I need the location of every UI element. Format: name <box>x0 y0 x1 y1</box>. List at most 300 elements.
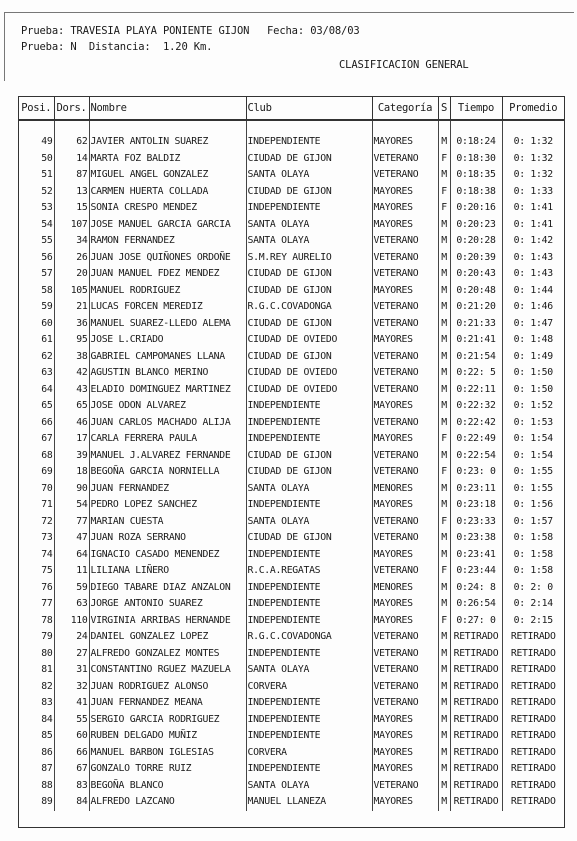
cell-tiempo: 0:18:38 <box>450 184 502 201</box>
cell-tiempo: 0:22:11 <box>450 382 502 399</box>
table-row <box>19 695 564 712</box>
cell-dorsal: 77 <box>54 514 89 531</box>
cell-club: CIUDAD DE GIJON <box>246 448 372 465</box>
cell-promedio: 0: 1:47 <box>513 317 553 329</box>
cell-nombre: JOSE ODON ALVAREZ <box>89 398 246 415</box>
table-row <box>19 563 564 580</box>
cell-nombre: BEGOÑA GARCIA NORNIELLA <box>89 464 246 481</box>
cell-sexo: F <box>438 184 450 201</box>
cell-tiempo: 0:20:16 <box>450 200 502 217</box>
cell-posicion: 76 <box>19 580 54 597</box>
cell-nombre: CARMEN HUERTA COLLADA <box>89 184 246 201</box>
date-value: 03/08/03 <box>310 25 360 37</box>
cell-promedio: 0: 1:57 <box>513 515 553 527</box>
table-row <box>19 448 564 465</box>
cell-sexo: M <box>438 778 450 795</box>
cell-tiempo: RETIRADO <box>450 778 502 795</box>
cell-nombre: JUAN CARLOS MACHADO ALIJA <box>89 415 246 432</box>
cell-club: INDEPENDIENTE <box>246 547 372 564</box>
cell-categoria: VETERANO <box>372 151 438 168</box>
cell-sexo: M <box>438 266 450 283</box>
cell-tiempo: 0:23:33 <box>450 514 502 531</box>
event-line <box>21 25 249 37</box>
cell-club: MANUEL LLANEZA <box>246 794 372 811</box>
results-table-frame <box>18 96 565 828</box>
cell-club: INDEPENDIENTE <box>246 761 372 778</box>
cell-tiempo: RETIRADO <box>450 794 502 811</box>
cell-nombre: CARLA FERRERA PAULA <box>89 431 246 448</box>
cell-sexo: M <box>438 448 450 465</box>
cell-categoria: VETERANO <box>372 382 438 399</box>
cell-sexo: M <box>438 745 450 762</box>
cell-promedio: RETIRADO <box>510 631 556 643</box>
cell-categoria: MENORES <box>372 481 438 498</box>
cell-posicion: 80 <box>19 646 54 663</box>
cell-promedio: RETIRADO <box>510 680 556 692</box>
cell-posicion: 63 <box>19 365 54 382</box>
cell-dorsal: 60 <box>54 728 89 745</box>
cell-categoria: VETERANO <box>372 514 438 531</box>
cell-dorsal: 21 <box>54 299 89 316</box>
cell-nombre: JUAN FERNANDEZ MEANA <box>89 695 246 712</box>
cell-tiempo: 0:26:54 <box>450 596 502 613</box>
cell-categoria: VETERANO <box>372 464 438 481</box>
cell-dorsal: 62 <box>54 134 89 151</box>
cell-categoria: MAYORES <box>372 794 438 811</box>
cell-club: INDEPENDIENTE <box>246 398 372 415</box>
cell-posicion: 50 <box>19 151 54 168</box>
cell-nombre: MIGUEL ANGEL GONZALEZ <box>89 167 246 184</box>
cell-tiempo: 0:22: 5 <box>450 365 502 382</box>
cell-categoria: MAYORES <box>372 184 438 201</box>
cell-promedio: RETIRADO <box>510 664 556 676</box>
cell-categoria: VETERANO <box>372 662 438 679</box>
table-row <box>19 745 564 762</box>
cell-sexo: M <box>438 382 450 399</box>
event-name: TRAVESIA PLAYA PONIENTE GIJON <box>70 25 250 37</box>
cell-dorsal: 15 <box>54 200 89 217</box>
cell-nombre: AGUSTIN BLANCO MERINO <box>89 365 246 382</box>
cell-club: CIUDAD DE GIJON <box>246 464 372 481</box>
cell-nombre: ALFREDO GONZALEZ MONTES <box>89 646 246 663</box>
cell-dorsal: 13 <box>54 184 89 201</box>
cell-promedio: 0: 1:46 <box>513 301 553 313</box>
cell-tiempo: RETIRADO <box>450 646 502 663</box>
cell-categoria: MAYORES <box>372 332 438 349</box>
cell-promedio: 0: 1:58 <box>513 532 553 544</box>
cell-posicion: 49 <box>19 134 54 151</box>
cell-posicion: 84 <box>19 712 54 729</box>
cell-categoria: MAYORES <box>372 761 438 778</box>
cell-tiempo: 0:24: 8 <box>450 580 502 597</box>
cell-categoria: VETERANO <box>372 679 438 696</box>
cell-tiempo: 0:27: 0 <box>450 613 502 630</box>
cell-sexo: M <box>438 530 450 547</box>
cell-tiempo: RETIRADO <box>450 745 502 762</box>
cell-nombre: MARIAN CUESTA <box>89 514 246 531</box>
cell-nombre: MANUEL BARBON IGLESIAS <box>89 745 246 762</box>
cell-tiempo: 0:21:54 <box>450 349 502 366</box>
table-body <box>19 120 564 811</box>
cell-posicion: 89 <box>19 794 54 811</box>
col-header-nombre: Nombre <box>89 97 246 120</box>
cell-categoria: MAYORES <box>372 728 438 745</box>
cell-posicion: 65 <box>19 398 54 415</box>
cell-tiempo: 0:23:38 <box>450 530 502 547</box>
cell-club: SANTA OLAYA <box>246 514 372 531</box>
cell-categoria: MAYORES <box>372 497 438 514</box>
cell-club: SANTA OLAYA <box>246 481 372 498</box>
table-row <box>19 464 564 481</box>
cell-club: INDEPENDIENTE <box>246 613 372 630</box>
cell-nombre: MARTA FOZ BALDIZ <box>89 151 246 168</box>
cell-nombre: LILIANA LIÑERO <box>89 563 246 580</box>
cell-promedio: 0: 1:43 <box>513 251 553 263</box>
table-row <box>19 217 564 234</box>
cell-nombre: JOSE L.CRIADO <box>89 332 246 349</box>
cell-categoria: VETERANO <box>372 266 438 283</box>
col-header-club: Club <box>246 97 372 120</box>
cell-promedio: 0: 2: 0 <box>513 581 553 593</box>
cell-promedio: RETIRADO <box>510 779 556 791</box>
cell-sexo: M <box>438 398 450 415</box>
col-header-sexo: S <box>438 97 450 120</box>
table-row <box>19 613 564 630</box>
table-row <box>19 728 564 745</box>
cell-sexo: F <box>438 514 450 531</box>
cell-posicion: 79 <box>19 629 54 646</box>
cell-dorsal: 20 <box>54 266 89 283</box>
cell-nombre: PEDRO LOPEZ SANCHEZ <box>89 497 246 514</box>
event-type-value: N <box>70 41 77 53</box>
table-row <box>19 283 564 300</box>
cell-categoria: VETERANO <box>372 167 438 184</box>
cell-posicion: 52 <box>19 184 54 201</box>
table-row <box>19 266 564 283</box>
cell-dorsal: 63 <box>54 596 89 613</box>
cell-tiempo: RETIRADO <box>450 629 502 646</box>
cell-categoria: MAYORES <box>372 283 438 300</box>
cell-club: SANTA OLAYA <box>246 778 372 795</box>
cell-club: S.M.REY AURELIO <box>246 250 372 267</box>
cell-sexo: M <box>438 365 450 382</box>
cell-club: SANTA OLAYA <box>246 233 372 250</box>
cell-club: INDEPENDIENTE <box>246 596 372 613</box>
table-row <box>19 794 564 811</box>
table-row <box>19 547 564 564</box>
cell-nombre: JUAN MANUEL FDEZ MENDEZ <box>89 266 246 283</box>
cell-dorsal: 14 <box>54 151 89 168</box>
cell-promedio: 0: 2:15 <box>513 614 553 626</box>
cell-posicion: 58 <box>19 283 54 300</box>
col-header-posicion: Posi. <box>19 97 54 120</box>
table-row <box>19 679 564 696</box>
table-row <box>19 332 564 349</box>
cell-posicion: 86 <box>19 745 54 762</box>
cell-posicion: 62 <box>19 349 54 366</box>
cell-promedio: 0: 1:58 <box>513 548 553 560</box>
cell-dorsal: 41 <box>54 695 89 712</box>
table-row <box>19 778 564 795</box>
cell-promedio: RETIRADO <box>510 796 556 808</box>
col-header-dorsal: Dors. <box>54 97 89 120</box>
cell-nombre: SONIA CRESPO MENDEZ <box>89 200 246 217</box>
cell-tiempo: RETIRADO <box>450 761 502 778</box>
cell-promedio: 0: 1:41 <box>513 218 553 230</box>
cell-promedio: RETIRADO <box>510 647 556 659</box>
cell-nombre: JUAN ROZA SERRANO <box>89 530 246 547</box>
cell-promedio: 0: 1:42 <box>513 235 553 247</box>
cell-club: SANTA OLAYA <box>246 662 372 679</box>
cell-dorsal: 36 <box>54 316 89 333</box>
cell-sexo: M <box>438 646 450 663</box>
table-row <box>19 497 564 514</box>
col-header-categoria: Categoría <box>372 97 438 120</box>
cell-nombre: ELADIO DOMINGUEZ MARTINEZ <box>89 382 246 399</box>
cell-tiempo: 0:20:43 <box>450 266 502 283</box>
cell-dorsal: 31 <box>54 662 89 679</box>
cell-tiempo: 0:22:54 <box>450 448 502 465</box>
table-row <box>19 382 564 399</box>
cell-nombre: JUAN FERNANDEZ <box>89 481 246 498</box>
cell-tiempo: 0:22:42 <box>450 415 502 432</box>
results-table <box>19 97 564 811</box>
cell-dorsal: 17 <box>54 431 89 448</box>
cell-tiempo: RETIRADO <box>450 695 502 712</box>
cell-dorsal: 110 <box>54 613 89 630</box>
cell-nombre: GABRIEL CAMPOMANES LLANA <box>89 349 246 366</box>
cell-nombre: BEGOÑA BLANCO <box>89 778 246 795</box>
cell-posicion: 78 <box>19 613 54 630</box>
cell-sexo: M <box>438 250 450 267</box>
cell-promedio: 0: 1:49 <box>513 350 553 362</box>
cell-categoria: MENORES <box>372 580 438 597</box>
cell-sexo: M <box>438 629 450 646</box>
cell-sexo: M <box>438 662 450 679</box>
event-type-line <box>21 41 212 53</box>
cell-categoria: VETERANO <box>372 299 438 316</box>
table-header-row <box>19 97 564 120</box>
cell-nombre: JUAN RODRIGUEZ ALONSO <box>89 679 246 696</box>
cell-categoria: VETERANO <box>372 629 438 646</box>
cell-sexo: F <box>438 613 450 630</box>
cell-sexo: F <box>438 151 450 168</box>
cell-dorsal: 54 <box>54 497 89 514</box>
cell-nombre: DIEGO TABARE DIAZ ANZALON <box>89 580 246 597</box>
cell-categoria: MAYORES <box>372 431 438 448</box>
table-row <box>19 481 564 498</box>
cell-sexo: M <box>438 728 450 745</box>
cell-dorsal: 46 <box>54 415 89 432</box>
cell-tiempo: RETIRADO <box>450 662 502 679</box>
cell-dorsal: 65 <box>54 398 89 415</box>
cell-tiempo: 0:20:48 <box>450 283 502 300</box>
cell-nombre: JAVIER ANTOLIN SUAREZ <box>89 134 246 151</box>
cell-nombre: MANUEL J.ALVAREZ FERNANDE <box>89 448 246 465</box>
cell-promedio: RETIRADO <box>510 763 556 775</box>
distance-label: Distancia: <box>88 41 151 53</box>
cell-promedio: RETIRADO <box>510 713 556 725</box>
cell-posicion: 69 <box>19 464 54 481</box>
cell-sexo: M <box>438 217 450 234</box>
cell-posicion: 77 <box>19 596 54 613</box>
cell-dorsal: 64 <box>54 547 89 564</box>
cell-posicion: 55 <box>19 233 54 250</box>
cell-nombre: ALFREDO LAZCANO <box>89 794 246 811</box>
event-label: Prueba: <box>21 25 65 37</box>
cell-categoria: MAYORES <box>372 134 438 151</box>
cell-club: CIUDAD DE OVIEDO <box>246 332 372 349</box>
cell-tiempo: RETIRADO <box>450 679 502 696</box>
cell-dorsal: 24 <box>54 629 89 646</box>
cell-promedio: 0: 1:58 <box>513 565 553 577</box>
cell-categoria: MAYORES <box>372 712 438 729</box>
cell-sexo: F <box>438 563 450 580</box>
cell-dorsal: 43 <box>54 382 89 399</box>
table-row <box>19 167 564 184</box>
cell-sexo: M <box>438 233 450 250</box>
cell-promedio: 0: 1:44 <box>513 284 553 296</box>
cell-tiempo: 0:23:41 <box>450 547 502 564</box>
cell-posicion: 68 <box>19 448 54 465</box>
cell-promedio: 0: 1:52 <box>513 400 553 412</box>
table-row <box>19 349 564 366</box>
cell-posicion: 81 <box>19 662 54 679</box>
cell-sexo: M <box>438 712 450 729</box>
cell-promedio: 0: 1:48 <box>513 334 553 346</box>
cell-nombre: IGNACIO CASADO MENENDEZ <box>89 547 246 564</box>
cell-nombre: VIRGINIA ARRIBAS HERNANDE <box>89 613 246 630</box>
cell-promedio: 0: 1:32 <box>513 136 553 148</box>
cell-posicion: 88 <box>19 778 54 795</box>
cell-promedio: 0: 1:54 <box>513 433 553 445</box>
cell-promedio: 0: 1:53 <box>513 416 553 428</box>
cell-categoria: VETERANO <box>372 250 438 267</box>
cell-posicion: 66 <box>19 415 54 432</box>
table-row <box>19 415 564 432</box>
cell-posicion: 71 <box>19 497 54 514</box>
cell-club: CIUDAD DE GIJON <box>246 283 372 300</box>
cell-dorsal: 95 <box>54 332 89 349</box>
cell-promedio: 0: 1:41 <box>513 202 553 214</box>
cell-tiempo: 0:23: 0 <box>450 464 502 481</box>
cell-posicion: 53 <box>19 200 54 217</box>
cell-tiempo: 0:18:30 <box>450 151 502 168</box>
cell-posicion: 54 <box>19 217 54 234</box>
cell-dorsal: 87 <box>54 167 89 184</box>
cell-categoria: VETERANO <box>372 646 438 663</box>
cell-tiempo: 0:22:49 <box>450 431 502 448</box>
cell-dorsal: 32 <box>54 679 89 696</box>
cell-tiempo: 0:20:28 <box>450 233 502 250</box>
table-row <box>19 712 564 729</box>
cell-tiempo: 0:18:24 <box>450 134 502 151</box>
cell-categoria: VETERANO <box>372 530 438 547</box>
cell-posicion: 56 <box>19 250 54 267</box>
cell-promedio: 0: 1:54 <box>513 449 553 461</box>
cell-categoria: VETERANO <box>372 415 438 432</box>
cell-categoria: MAYORES <box>372 217 438 234</box>
cell-club: INDEPENDIENTE <box>246 580 372 597</box>
cell-categoria: MAYORES <box>372 547 438 564</box>
cell-dorsal: 38 <box>54 349 89 366</box>
cell-club: CIUDAD DE OVIEDO <box>246 382 372 399</box>
cell-posicion: 82 <box>19 679 54 696</box>
cell-categoria: MAYORES <box>372 398 438 415</box>
cell-sexo: M <box>438 134 450 151</box>
cell-dorsal: 83 <box>54 778 89 795</box>
cell-posicion: 64 <box>19 382 54 399</box>
cell-posicion: 83 <box>19 695 54 712</box>
cell-sexo: M <box>438 415 450 432</box>
cell-club: INDEPENDIENTE <box>246 646 372 663</box>
classification-title: CLASIFICACION GENERAL <box>339 59 469 71</box>
cell-categoria: VETERANO <box>372 695 438 712</box>
cell-club: SANTA OLAYA <box>246 217 372 234</box>
cell-club: INDEPENDIENTE <box>246 728 372 745</box>
table-row <box>19 316 564 333</box>
cell-promedio: 0: 2:14 <box>513 598 553 610</box>
cell-tiempo: 0:23:11 <box>450 481 502 498</box>
cell-categoria: MAYORES <box>372 613 438 630</box>
cell-tiempo: 0:23:44 <box>450 563 502 580</box>
cell-nombre: LUCAS FORCEN MEREDIZ <box>89 299 246 316</box>
cell-sexo: M <box>438 794 450 811</box>
cell-dorsal: 26 <box>54 250 89 267</box>
cell-club: CORVERA <box>246 679 372 696</box>
cell-tiempo: 0:21:41 <box>450 332 502 349</box>
cell-promedio: 0: 1:56 <box>513 499 553 511</box>
cell-sexo: F <box>438 200 450 217</box>
cell-dorsal: 59 <box>54 580 89 597</box>
cell-posicion: 72 <box>19 514 54 531</box>
cell-club: SANTA OLAYA <box>246 167 372 184</box>
table-row <box>19 530 564 547</box>
cell-tiempo: 0:21:20 <box>450 299 502 316</box>
table-row <box>19 596 564 613</box>
cell-club: CIUDAD DE GIJON <box>246 184 372 201</box>
cell-club: R.C.A.REGATAS <box>246 563 372 580</box>
cell-promedio: RETIRADO <box>510 746 556 758</box>
cell-tiempo: RETIRADO <box>450 712 502 729</box>
cell-club: CIUDAD DE GIJON <box>246 316 372 333</box>
cell-nombre: JUAN JOSE QUIÑONES ORDOÑE <box>89 250 246 267</box>
cell-posicion: 70 <box>19 481 54 498</box>
cell-club: INDEPENDIENTE <box>246 415 372 432</box>
cell-club: INDEPENDIENTE <box>246 712 372 729</box>
cell-categoria: MAYORES <box>372 200 438 217</box>
cell-sexo: M <box>438 547 450 564</box>
cell-club: CIUDAD DE GIJON <box>246 349 372 366</box>
cell-promedio: 0: 1:33 <box>513 185 553 197</box>
cell-promedio: 0: 1:55 <box>513 466 553 478</box>
col-header-tiempo: Tiempo <box>450 97 502 120</box>
cell-nombre: GONZALO TORRE RUIZ <box>89 761 246 778</box>
cell-categoria: VETERANO <box>372 778 438 795</box>
cell-posicion: 67 <box>19 431 54 448</box>
cell-posicion: 61 <box>19 332 54 349</box>
cell-sexo: F <box>438 431 450 448</box>
table-row <box>19 514 564 531</box>
cell-nombre: RUBEN DELGADO MUÑIZ <box>89 728 246 745</box>
table-row <box>19 365 564 382</box>
distance-value: 1.20 Km. <box>162 41 213 53</box>
cell-club: CIUDAD DE GIJON <box>246 151 372 168</box>
cell-sexo: M <box>438 497 450 514</box>
cell-nombre: SERGIO GARCIA RODRIGUEZ <box>89 712 246 729</box>
cell-posicion: 60 <box>19 316 54 333</box>
cell-dorsal: 67 <box>54 761 89 778</box>
